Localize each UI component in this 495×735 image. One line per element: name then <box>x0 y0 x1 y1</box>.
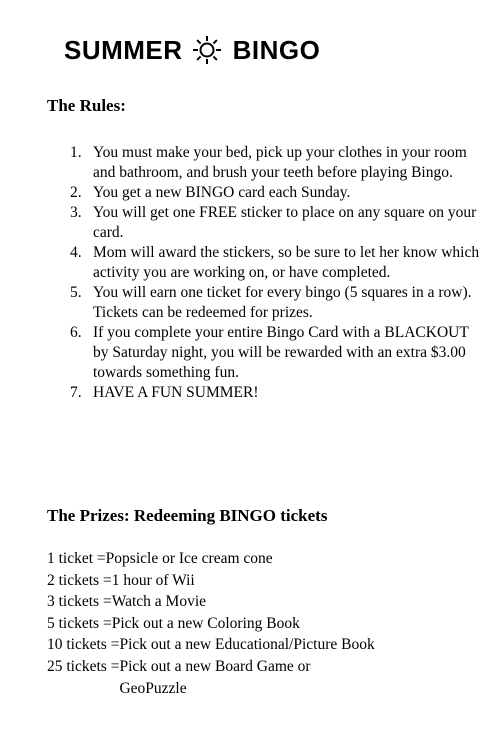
rule-number: 3. <box>70 204 82 221</box>
prizes-heading: The Prizes: Redeeming BINGO tickets <box>47 506 328 525</box>
rule-text: You must make your bed, pick up your clothes in your room and bathroom, and brush your teeth before playing Bingo. <box>93 144 467 181</box>
title-bingo: BINGO <box>232 34 321 65</box>
rule-text: HAVE A FUN SUMMER! <box>93 384 259 401</box>
prize-description: Popsicle or Ice cream cone <box>105 550 273 567</box>
sun-icon <box>192 35 222 65</box>
rule-number: 2. <box>70 184 82 201</box>
rule-text: Mom will award the stickers, so be sure to let her know which activity you are working on, or have completed. <box>93 244 480 281</box>
prizes-list <box>47 548 487 699</box>
prize-row <box>47 548 487 570</box>
prize-description: Pick out a new Educational/Picture Book <box>119 636 375 654</box>
rule-item <box>70 283 480 323</box>
prize-description: Pick out a new Board Game or GeoPuzzle <box>119 657 311 697</box>
rule-item <box>70 183 480 203</box>
rule-number: 5. <box>70 284 82 301</box>
prize-row <box>47 634 487 656</box>
rule-number: 7. <box>70 384 82 401</box>
rule-item <box>70 143 480 183</box>
rule-text: You will earn one ticket for every bingo (5 squares in a row). Tickets can be redeemed for prizes. <box>93 284 472 321</box>
prize-description: 1 hour of Wii <box>111 571 195 589</box>
rule-item <box>70 203 480 243</box>
prize-tickets: 3 tickets = <box>47 593 112 611</box>
rules-heading: The Rules: <box>47 96 126 115</box>
prize-row <box>47 570 487 592</box>
page-title <box>64 30 320 70</box>
prize-tickets: 25 tickets = <box>47 657 120 675</box>
rule-text: You get a new BINGO card each Sunday. <box>93 184 351 201</box>
prize-tickets: 5 tickets = <box>47 614 112 632</box>
rule-item <box>70 323 480 383</box>
title-summer: SUMMER <box>64 34 183 65</box>
rules-list <box>70 143 480 403</box>
prize-tickets: 2 tickets = <box>47 571 112 589</box>
prize-description: Watch a Movie <box>111 593 207 611</box>
rule-number: 1. <box>70 144 82 161</box>
rule-number: 4. <box>70 244 82 261</box>
rule-item <box>70 383 480 403</box>
prize-tickets: 1 ticket = <box>47 550 106 567</box>
rule-item <box>70 243 480 283</box>
prize-row <box>47 613 487 635</box>
prize-row <box>47 656 487 699</box>
prize-row <box>47 591 487 613</box>
prize-description: Pick out a new Coloring Book <box>111 614 300 632</box>
prize-tickets: 10 tickets = <box>47 636 120 654</box>
rule-text: If you complete your entire Bingo Card with a BLACKOUT by Saturday night, you will be rewarded with an extra $3.00 towards something fun. <box>93 324 469 381</box>
rule-text: You will get one FREE sticker to place on any square on your card. <box>93 204 477 241</box>
rule-number: 6. <box>70 324 82 341</box>
